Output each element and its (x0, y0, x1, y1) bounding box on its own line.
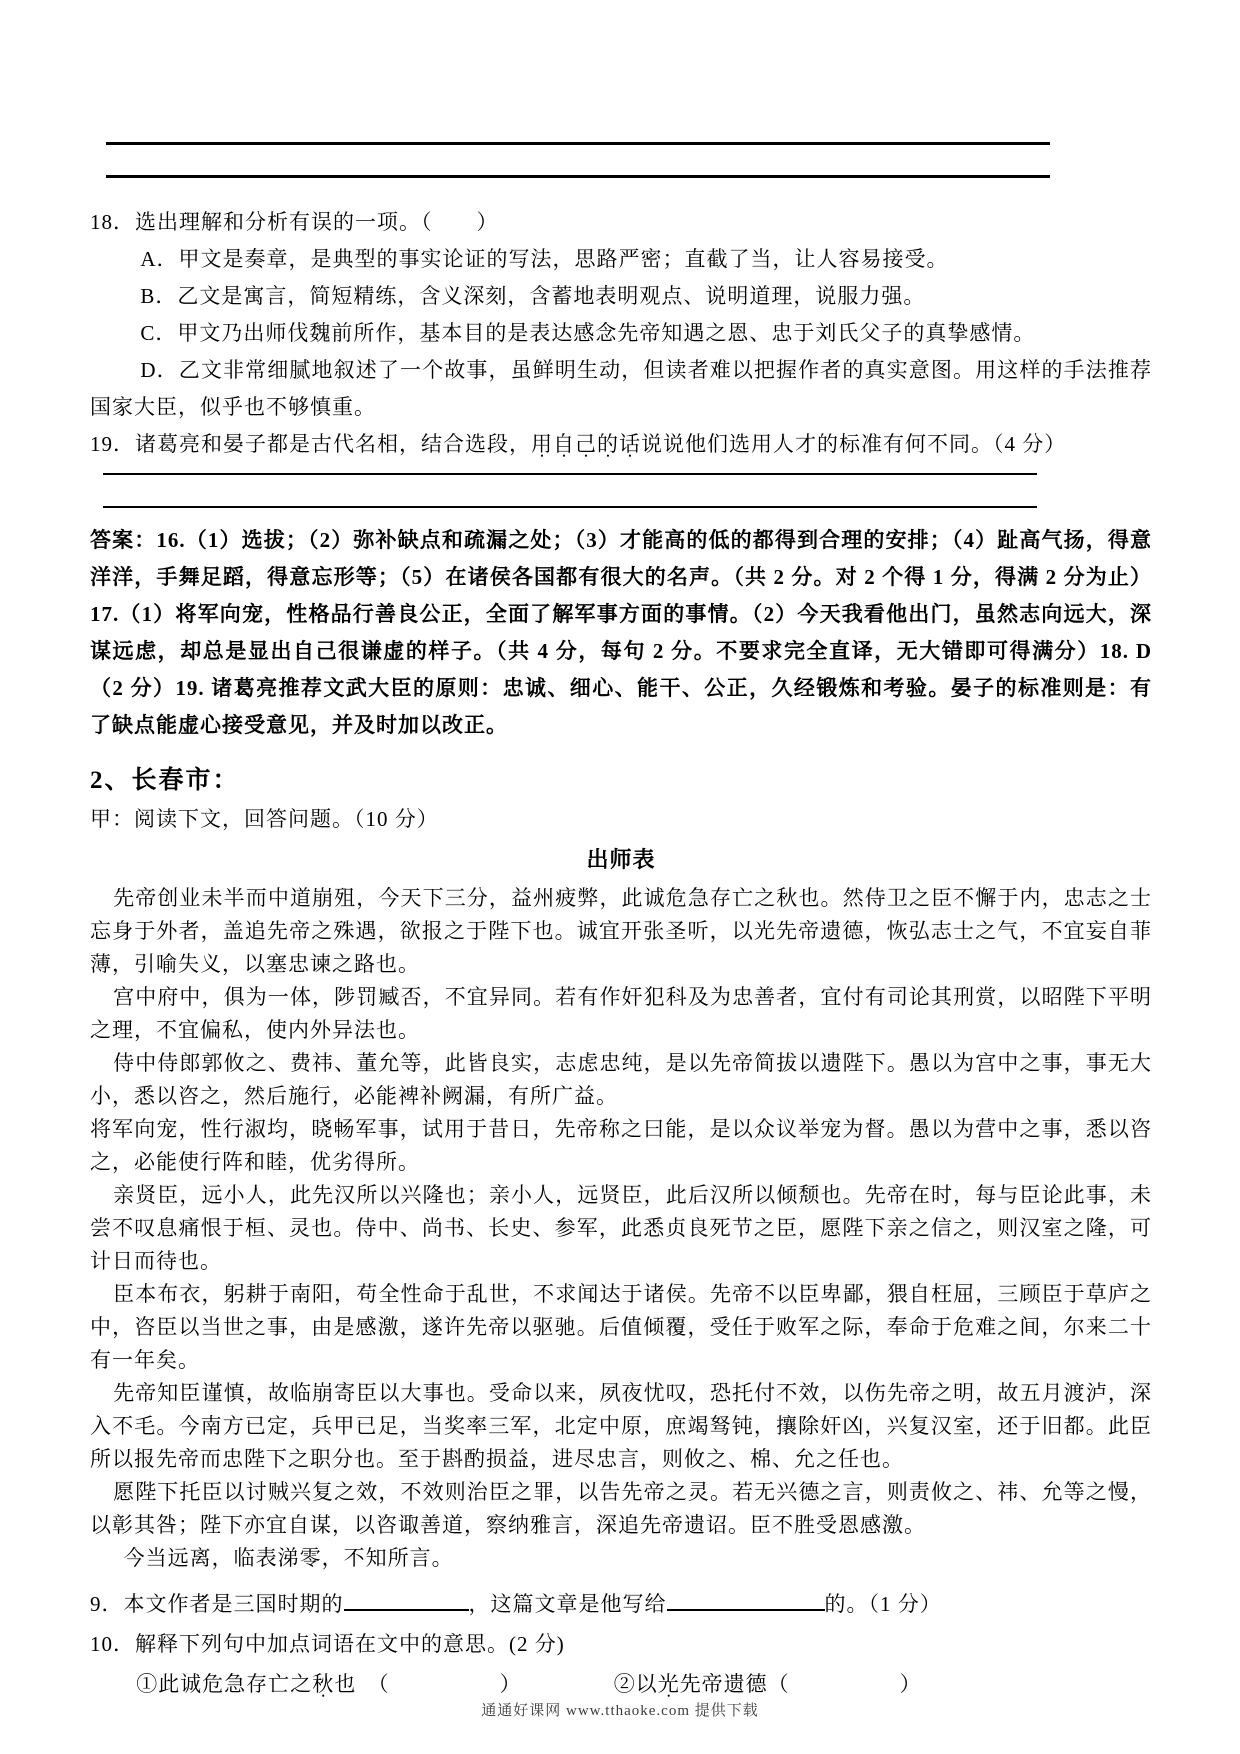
item-2-text: ②以 (613, 1672, 658, 1696)
question-19-emphasized-phrase: 用自己的话 (531, 432, 641, 456)
item-1-answer-parens: 也 （ ） (334, 1672, 522, 1696)
question-10-item-1 (136, 1672, 522, 1696)
section-question-block (0, 204, 1240, 463)
section-2-heading: 2、长春市： (90, 767, 240, 794)
fill-in-blank-author (344, 1588, 469, 1611)
essay-paragraph-5: 亲贤臣，远小人，此先汉所以兴隆也；亲小人，远贤臣，此后汉所以倾颓也。先帝在时，每与臣论此事，未尝不叹息痛恨于桓、灵也。侍中、尚书、长史、参军，此悉贞良死节之臣，愿陛下亲之信之，则汉室之隆，可计日而待也。 (90, 1183, 1152, 1273)
question-9 (90, 1584, 1152, 1624)
answer-writing-rule-3 (103, 473, 1037, 475)
section-2-instructions: 甲：阅读下文，回答问题。（10 分） (90, 807, 439, 831)
answer-writing-rule-1 (106, 142, 1050, 145)
essay-paragraph-3: 侍中侍郎郭攸之、费祎、董允等，此皆良实，志虑忠纯，是以先帝简拔以遗陛下。愚以为宫中之事，事无大小，悉以咨之，然后施行，必能裨补阙漏，有所广益。 (90, 1051, 1152, 1108)
essay-paragraph-1: 先帝创业未半而中道崩殂，今天下三分，益州疲弊，此诚危急存亡之秋也。然侍卫之臣不懈于内，忠志之士忘身于外者，盖追先帝之殊遇，欲报之于陛下也。诚宜开张圣听，以光先帝遗德，恢弘志士之气，不宜妄自菲薄，引喻失义，以塞忠谏之路也。 (90, 886, 1152, 976)
question-18-option-a: A．甲文是奏章，是典型的事实论证的写法，思路严密；直截了当，让人容易接受。 (140, 247, 949, 271)
question-9-text-3: 的。（1 分） (824, 1592, 942, 1616)
answer-writing-rule-2 (106, 175, 1050, 178)
question-9-text-2: ，这篇文章是他写给 (468, 1592, 667, 1616)
essay-paragraph-4: 将军向宠，性行淑均，晓畅军事，试用于昔日，先帝称之曰能，是以众议举宠为督。愚以为营中之事，悉以咨之，必能使行阵和睦，优劣得所。 (90, 1117, 1152, 1174)
question-18-option-d: D．乙文非常细腻地叙述了一个故事，虽鲜明生动，但读者难以把握作者的真实意图。用这样的手法推荐国家大臣，似乎也不够慎重。 (90, 358, 1152, 419)
section-answer-and-passage (0, 522, 1240, 1704)
question-9-text-1: 9．本文作者是三国时期的 (90, 1592, 344, 1616)
question-19-text-after: 说说他们选用人才的标准有何不同。（4 分） (641, 432, 1067, 456)
question-10-stem: 10．解释下列句中加点词语在文中的意思。(2 分) (90, 1632, 565, 1656)
essay-paragraph-8: 愿陛下托臣以讨贼兴复之效，不效则治臣之罪，以告先帝之灵。若无兴德之言，则责攸之、祎、允等之慢，以彰其咎；陛下亦宜自谋，以咨诹善道，察纳雅言，深追先帝遗诏。臣不胜受恩感激。 (90, 1480, 1152, 1537)
answer-key-paragraph: 答案：16.（1）选拔；（2）弥补缺点和疏漏之处；（3）才能高的低的都得到合理的安排；（4）趾高气扬，得意洋洋，手舞足蹈，得意忘形等；（5）在诸侯各国都有很大的名声。（共 2 分。对 2 个得 1 分，得满 2 分为止）17.（1）将军向宠，性格品行善良公正，全面了解军事方面的事情。（2）今天我看他出门，虽然志向远大，深谋远虑，却总是显出自己很谦虚的样子。（共 4 分，每句 2 分。不要求完全直译，无大错即可得满分）18. D（2 分）19. 诸葛亮推荐文武大臣的原则：忠诚、细心、能干、公正，久经锻炼和考验。晏子的标准则是：有了缺点能虚心接受意见，并及时加以改正。 (90, 528, 1152, 737)
question-10-item-2 (614, 1672, 922, 1696)
fill-in-blank-recipient (667, 1588, 825, 1611)
site-watermark-footer: 通通好课网 www.tthaoke.com 提供下载 (481, 1703, 759, 1719)
question-19 (90, 426, 1152, 463)
essay-paragraph-9: 今当远离，临表涕零，不知所言。 (123, 1546, 454, 1570)
question-18-option-c: C．甲文乃出师伐魏前所作，基本目的是表达感念先帝知遇之恩、忠于刘氏父子的真挚感情。 (140, 321, 1036, 345)
question-19-text-before: 19．诸葛亮和晏子都是古代名相，结合选段， (90, 432, 531, 456)
question-18-option-b: B．乙文是寓言，简短精练，含义深刻，含蓄地表明观点、说明道理，说服力强。 (140, 284, 926, 308)
essay-paragraph-7: 先帝知臣谨慎，故临崩寄臣以大事也。受命以来，夙夜忧叹，恐托付不效，以伤先帝之明，故五月渡泸，深入不毛。今南方已定，兵甲已足，当奖率三军，北定中原，庶竭驽钝，攘除奸凶，兴复汉室，还于旧都。此臣所以报先帝而忠陛下之职分也。至于斟酌损益，进尽忠言，则攸之、棉、允之任也。 (90, 1381, 1152, 1471)
essay-paragraph-2: 宫中府中，俱为一体，陟罚臧否，不宜异同。若有作奸犯科及为忠善者，宜付有司论其刑赏，以昭陛下平明之理，不宜偏私，使内外异法也。 (90, 985, 1152, 1042)
item-2-answer-parens: 先帝遗德（ ） (679, 1672, 922, 1696)
item-2-dotted-word: 光 (657, 1672, 680, 1696)
essay-title: 出师表 (586, 847, 656, 872)
essay-paragraph-6: 臣本布衣，躬耕于南阳，苟全性命于乱世，不求闻达于诸侯。先帝不以臣卑鄙，猥自枉屈，三顾臣于草庐之中，咨臣以当世之事，由是感激，遂许先帝以驱驰。后值倾覆，受任于败军之际，奉命于危难之间，尔来二十有一年矣。 (90, 1282, 1152, 1372)
question-10-items (90, 1664, 1152, 1704)
question-18-stem: 18．选出理解和分析有误的一项。（ ） (90, 210, 499, 234)
item-1-text: ①此诚危急存亡之 (136, 1672, 313, 1696)
answer-writing-rule-4 (103, 506, 1037, 508)
item-1-dotted-word: 秋 (312, 1672, 335, 1696)
